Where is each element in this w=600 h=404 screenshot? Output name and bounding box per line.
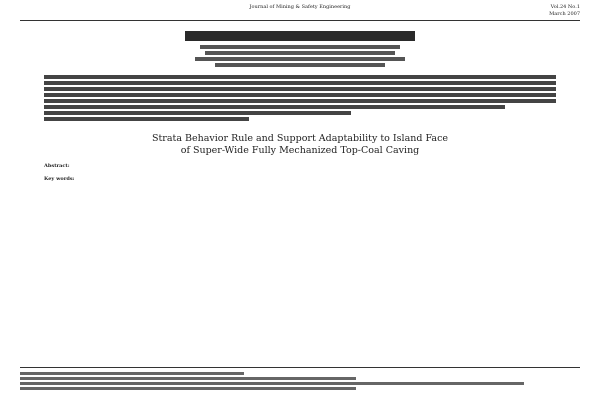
english-keywords [44, 176, 556, 183]
chinese-abstract-line [44, 99, 556, 103]
issue-date-en: March 2007 [549, 11, 580, 17]
header-center [140, 4, 460, 11]
footnote-block [20, 367, 580, 392]
paper-page [20, 4, 580, 396]
chinese-affiliation-1 [205, 51, 395, 55]
chinese-affiliation-2 [195, 57, 405, 61]
chinese-abstract-block [44, 75, 556, 121]
chinese-affiliation-3 [215, 63, 385, 67]
chinese-authors-block [200, 45, 400, 49]
journal-name-en: Journal of Mining & Safety Engineering [249, 4, 351, 10]
chinese-abstract-line [44, 87, 556, 91]
chinese-abstract-line [44, 75, 556, 79]
header-right [460, 4, 580, 18]
english-title-line-2: of Super-Wide Fully Mechanized Top-Coal Caving [180, 145, 420, 156]
english-title-line-1: Strata Behavior Rule and Support Adaptability to Island Face [151, 133, 449, 144]
footnote-line [20, 377, 356, 380]
journal-header [20, 4, 580, 21]
keywords-label: Key words: [44, 175, 75, 182]
chinese-abstract-line [44, 105, 505, 109]
english-abstract [44, 163, 556, 170]
chinese-keywords-line [44, 111, 351, 115]
chinese-title-block [185, 31, 415, 41]
chinese-abstract-line [44, 81, 556, 85]
footnote-line [20, 387, 356, 390]
footnote-line [20, 372, 244, 375]
volume-issue-en: Vol.24 No.1 [550, 4, 580, 10]
abstract-label: Abstract: [44, 163, 70, 169]
english-title [20, 133, 580, 157]
chinese-classification-line [44, 117, 249, 121]
footnote-line [20, 382, 524, 385]
chinese-abstract-line [44, 93, 556, 97]
